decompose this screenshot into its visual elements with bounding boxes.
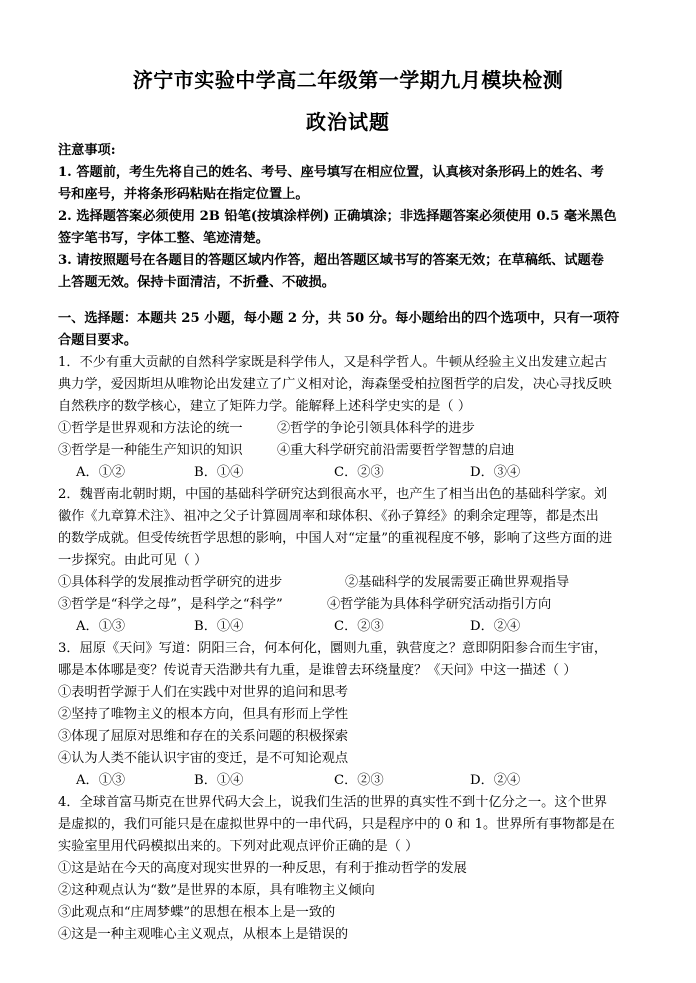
answer-choice-c[interactable]: C．②③: [334, 619, 384, 634]
answer-choice-d[interactable]: D．③④: [470, 465, 521, 480]
option-item: ③此观点和“庄周梦蝶”的思想在根本上是一致的: [58, 905, 336, 920]
option-item: ③哲学是一种能生产知识的知识: [58, 443, 243, 458]
answer-choice-c[interactable]: C．②③: [334, 465, 384, 480]
question-stem: 是虚拟的，我们可能只是在虚拟世界中的一串代码，只是程序中的 0 和 1。世界所有事物都是在: [58, 817, 615, 832]
option-item: ④哲学能为具体科学研究活动指引方向: [327, 597, 552, 612]
question-stem: 哪是本体哪是变？传说青天浩渺共有九重，是谁曾去环绕量度？《天问》中这一描述（ ）: [58, 663, 577, 678]
answer-choice-d[interactable]: D．②④: [470, 773, 521, 788]
question-stem: 的数学成就。但受传统哲学思想的影响，中国人对“定量”的重视程度不够，影响了这些方面的进: [58, 531, 613, 546]
question-stem: 典力学，爱因斯坦从唯物论出发建立了广义相对论，海森堡受柏拉图哲学的启发，决心寻找反映: [58, 377, 612, 392]
option-item: ④认为人类不能认识宇宙的变迁，是不可知论观点: [58, 751, 349, 766]
notice-line: 上答题无效。保持卡面清洁，不折叠、不破损。: [58, 275, 335, 290]
option-item: ①这是站在今天的高度对现实世界的一种反思，有利于推动哲学的发展: [58, 861, 467, 876]
answer-choice-a[interactable]: A．①③: [76, 773, 126, 788]
option-item: ③体现了屈原对思维和存在的关系问题的积极探索: [58, 729, 349, 744]
notice-line: 号和座号，并将条形码粘贴在指定位置上。: [58, 187, 309, 202]
page-subtitle: 政治试题: [306, 110, 390, 134]
option-item: ④重大科学研究前沿需要哲学智慧的启迪: [277, 443, 515, 458]
notice-line: 2. 选择题答案必须使用 2B 铅笔(按填涂样例) 正确填涂；非选择题答案必须使用 0.5 毫米黑色: [58, 209, 617, 224]
page-title: 济宁市实验中学高二年级第一学期九月模块检测: [132, 68, 564, 92]
question-stem: 3．屈原《天问》写道：阴阳三合，何本何化，圜则九重，孰营度之？意即阴阳参合而生宇宙，: [58, 641, 608, 656]
option-item: ②哲学的争论引领具体科学的进步: [277, 421, 475, 436]
option-item: ①哲学是世界观和方法论的统一: [58, 421, 243, 436]
answer-choice-b[interactable]: B．①④: [194, 465, 244, 480]
question-stem: 实验室里用代码模拟出来的。下列对此观点评价正确的是（ ）: [58, 839, 419, 854]
question-stem: 4．全球首富马斯克在世界代码大会上，说我们生活的世界的真实性不到十亿分之一。这个世界: [58, 795, 608, 810]
answer-choice-d[interactable]: D．②④: [470, 619, 521, 634]
option-item: ②基础科学的发展需要正确世界观指导: [345, 575, 570, 590]
answer-choice-a[interactable]: A．①②: [76, 465, 126, 480]
option-item: ②这种观点认为“数”是世界的本原，具有唯物主义倾向: [58, 883, 375, 898]
option-item: ①表明哲学源于人们在实践中对世界的追问和思考: [58, 685, 349, 700]
notice-line: 签字笔书写，字体工整、笔迹清楚。: [58, 231, 269, 246]
answer-choice-b[interactable]: B．①④: [194, 773, 244, 788]
section-heading: 一、选择题：本题共 25 小题，每小题 2 分，共 50 分。每小题给出的四个选项中，只有一项符: [58, 311, 620, 326]
question-stem: 1．不少有重大贡献的自然科学家既是科学伟人，又是科学哲人。牛顿从经验主义出发建立起古: [58, 355, 608, 370]
notice-heading: 注意事项:: [58, 143, 116, 158]
question-stem: 2．魏晋南北朝时期，中国的基础科学研究达到很高水平，也产生了相当出色的基础科学家。刘: [58, 487, 608, 502]
option-item: ②坚持了唯物主义的根本方向，但具有形而上学性: [58, 707, 349, 722]
option-item: ④这是一种主观唯心主义观点，从根本上是错误的: [58, 927, 349, 942]
notice-line: 3. 请按照题号在各题目的答题区域内作答，超出答题区域书写的答案无效；在草稿纸、试题卷: [58, 253, 604, 268]
notice-line: 1. 答题前，考生先将自己的姓名、考号、座号填写在相应位置，认真核对条形码上的姓名、考: [58, 165, 604, 180]
option-item: ①具体科学的发展推动哲学研究的进步: [58, 575, 283, 590]
question-stem: 自然秩序的数学核心，建立了矩阵力学。能解释上述科学史实的是（ ）: [58, 399, 472, 414]
answer-choice-c[interactable]: C．②③: [334, 773, 384, 788]
answer-choice-a[interactable]: A．①③: [76, 619, 126, 634]
question-stem: 一步探究。由此可见（ ）: [58, 553, 208, 568]
section-heading: 合题目要求。: [58, 333, 138, 348]
question-stem: 徽作《九章算术注》、祖冲之父子计算圆周率和球体积、《孙子算经》的剩余定理等，都是杰出: [58, 509, 599, 524]
answer-choice-b[interactable]: B．①④: [194, 619, 244, 634]
option-item: ③哲学是“科学之母”，是科学之“科学”: [58, 597, 283, 612]
